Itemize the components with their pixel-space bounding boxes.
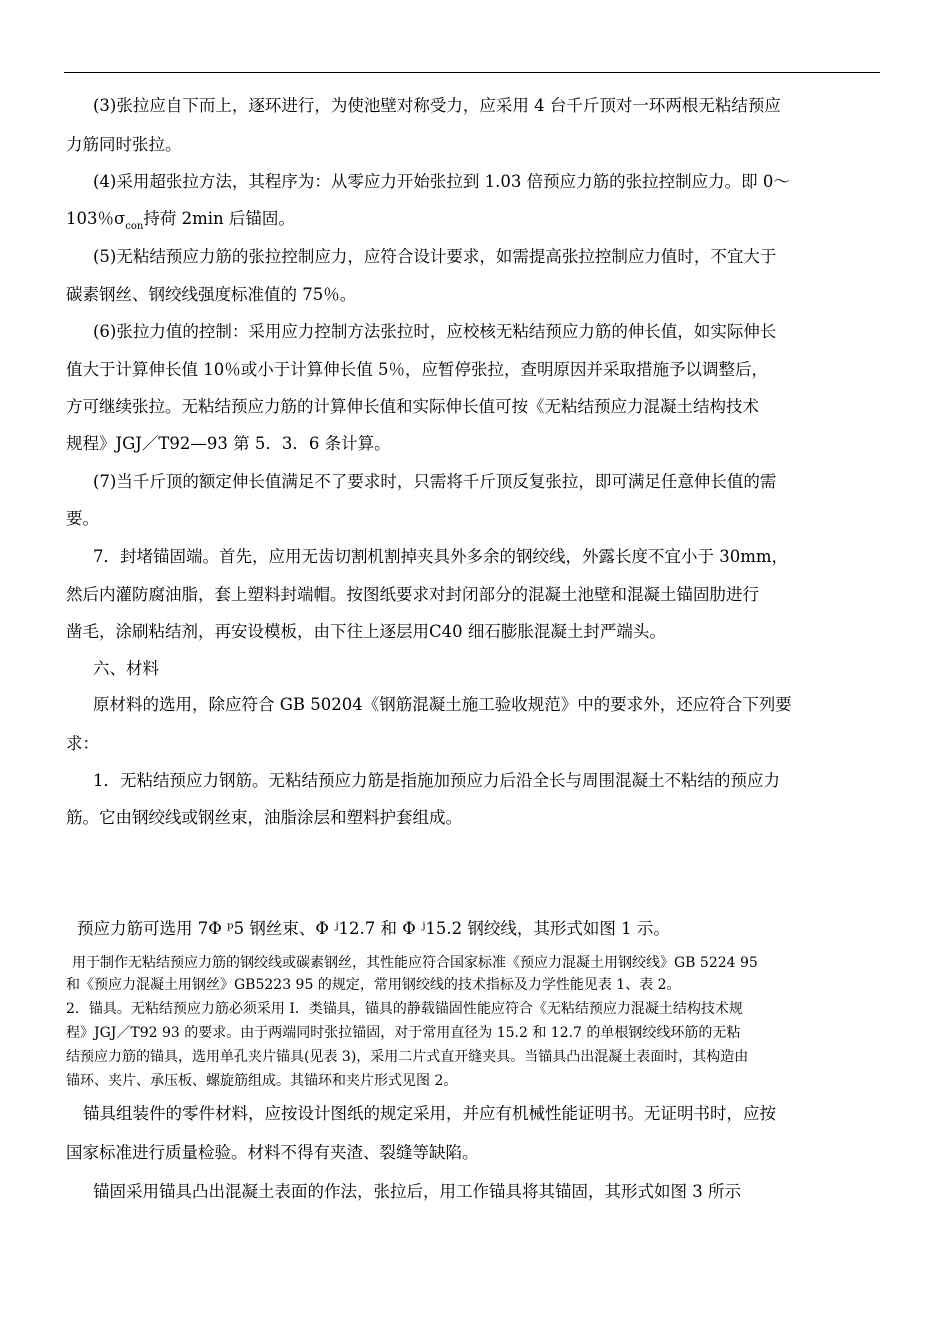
paragraph-line: (6)张拉力值的控制：采用应力控制方法张拉时，应校核无粘结预应力筋的伸长值，如实际伸长 (93, 322, 777, 341)
paragraph-line: 锚固采用锚具凸出混凝土表面的作法，张拉后，用工作锚具将其锚固，其形式如图 3 所示 (93, 1182, 741, 1201)
paragraph-line: 预应力筋可选用 7Φ ᵖ5 钢丝束、Φ ʲ12.7 和 Φ ʲ15.2 钢绞线，其形式如图 1 示。 (77, 919, 670, 938)
small-text-line: 和《预应力混凝土用钢丝》GB5223 95 的规定，常用钢绞线的技术指标及力学性能见表 1、表 2。 (66, 977, 681, 993)
small-text-line: 锚环、夹片、承压板、螺旋筋组成。其锚环和夹片形式见图 2。 (66, 1073, 458, 1089)
paragraph-line: 锚具组装件的零件材料，应按设计图纸的规定采用，并应有机械性能证明书。无证明书时，应按 (83, 1104, 776, 1123)
paragraph-line: 凿毛，涂刷粘结剂，再安设模板，由下往上逐层用C40 细石膨胀混凝土封严端头。 (66, 622, 666, 641)
paragraph-line: 1．无粘结预应力钢筋。无粘结预应力筋是指施加预应力后沿全长与周围混凝土不粘结的预应力 (93, 771, 780, 790)
paragraph-line: 国家标准进行质量检验。材料不得有夹渣、裂缝等缺陷。 (66, 1143, 479, 1162)
paragraph-line: 力筋同时张拉。 (66, 135, 182, 154)
paragraph-line: (7)当千斤顶的额定伸长值满足不了要求时，只需将千斤顶反复张拉，即可满足任意伸长值的需 (93, 472, 777, 491)
header-rule (64, 72, 880, 73)
small-text-line: 程》JGJ／T92 93 的要求。由于两端同时张拉锚固，对于常用直径为 15.2 和 12.7 的单根钢绞线环筋的无粘 (66, 1025, 741, 1041)
paragraph-line: 筋。它由钢绞线或钢丝束，油脂涂层和塑料护套组成。 (66, 808, 462, 827)
paragraph-line: (5)无粘结预应力筋的张拉控制应力，应符合设计要求，如需提高张拉控制应力值时，不宜大于 (93, 247, 777, 266)
paragraph-line: (4)采用超张拉方法，其程序为：从零应力开始张拉到 1.03 倍预应力筋的张拉控制应力。即 0～ (93, 172, 790, 191)
paragraph-line: (3)张拉应自下而上，逐环进行，为使池壁对称受力，应采用 4 台千斤顶对一环两根无粘结预应 (93, 96, 781, 115)
paragraph-line: 原材料的选用，除应符合 GB 50204《钢筋混凝土施工验收规范》中的要求外，还应符合下列要 (93, 695, 792, 714)
formula-subscript: con (125, 221, 144, 232)
formula-rest: 持荷 2min 后锚固。 (143, 209, 295, 228)
small-text-line: 用于制作无粘结预应力筋的钢绞线或碳素钢丝，其性能应符合国家标准《预应力混凝土用钢绞线》GB 5224 95 (72, 955, 758, 971)
paragraph-line: 7．封堵锚固端。首先，应用无齿切割机割掉夹具外多余的钢绞线，外露长度不宜小于 30mm， (93, 547, 789, 566)
paragraph-line: 值大于计算伸长值 10％或小于计算伸长值 5％，应暂停张拉，查明原因并采取措施予以调整后， (66, 360, 768, 379)
formula-prefix: 103％σ (66, 209, 126, 228)
paragraph-line: 然后内灌防腐油脂，套上塑料封端帽。按图纸要求对封闭部分的混凝土池壁和混凝土锚固肋进行 (66, 585, 759, 604)
section-heading: 六、材料 (93, 659, 159, 678)
paragraph-line: 碳素钢丝、钢绞线强度标准值的 75％。 (66, 285, 357, 304)
small-text-line: 结预应力筋的锚具，选用单孔夹片锚具(见表 3)，采用二片式直开缝夹具。当锚具凸出混凝土表面时，其构造由 (66, 1049, 749, 1065)
small-text-line: 2．锚具。无粘结预应力筋必须采用 I．类锚具，锚具的静载锚固性能应符合《无粘结预应力混凝土结构技术规 (66, 1001, 743, 1017)
paragraph-line-formula (66, 208, 295, 238)
paragraph-line: 要。 (66, 509, 99, 528)
paragraph-line: 求： (66, 734, 99, 753)
paragraph-line: 方可继续张拉。无粘结预应力筋的计算伸长值和实际伸长值可按《无粘结预应力混凝土结构技术 (66, 397, 759, 416)
paragraph-line: 规程》JGJ／T92—93 第 5．3．6 条计算。 (66, 434, 391, 453)
